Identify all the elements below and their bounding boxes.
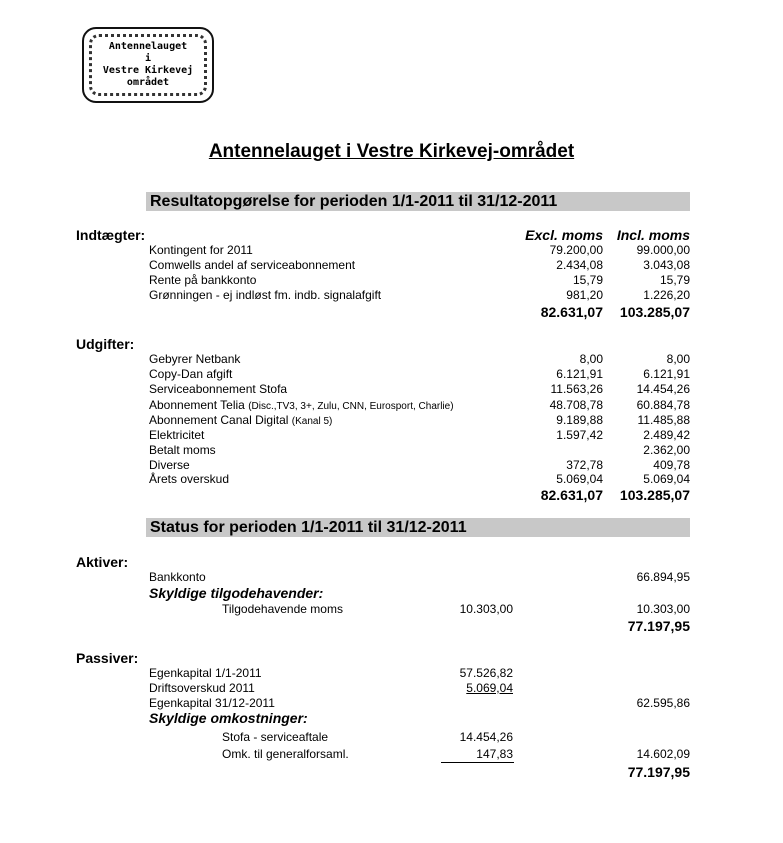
equity-start-label: Egenkapital 1/1-2011: [149, 666, 262, 680]
expense-row-label: Serviceabonnement Stofa: [149, 382, 288, 396]
expense-row-label: Gebyrer Netbank: [149, 352, 241, 366]
expense-row-excl: 372,78: [566, 458, 603, 472]
assets-label: Aktiver:: [76, 554, 129, 570]
income-row-label: Rente på bankkonto: [149, 273, 257, 287]
expense-row-incl: 6.121,91: [643, 367, 690, 381]
expense-row-incl: 5.069,04: [643, 472, 690, 486]
income-total-incl: 103.285,07: [619, 304, 690, 320]
logo-text-line: området: [126, 77, 170, 88]
receivables-heading: Skyldige tilgodehavender:: [149, 585, 324, 601]
sum-rule: [441, 762, 514, 763]
income-row-label: Grønningen - ej indløst fm. indb. signalafgift: [149, 288, 382, 302]
expense-row-incl: 2.362,00: [643, 443, 690, 457]
surplus-value: 5.069,04: [466, 681, 513, 695]
bank-value: 66.894,95: [636, 570, 690, 584]
income-total-excl: 82.631,07: [540, 304, 603, 320]
expense-row-excl: 1.597,42: [556, 428, 603, 442]
payables-value: 14.602,09: [636, 747, 690, 761]
expense-row-label: Abonnement Telia (Disc.,TV3, 3+, Zulu, CNN, Eurosport, Charlie): [149, 398, 454, 412]
assets-total: 77.197,95: [627, 618, 690, 634]
meeting-value: 147,83: [476, 747, 513, 761]
expense-row-label: Elektricitet: [149, 428, 205, 442]
column-excl-header: Excl. moms: [525, 227, 603, 243]
expense-row-label: Diverse: [149, 458, 190, 472]
equity-start-value: 57.526,82: [459, 666, 513, 680]
income-row-label: Comwells andel af serviceabonnement: [149, 258, 356, 272]
expense-row-note: (Disc.,TV3, 3+, Zulu, CNN, Eurosport, Charlie): [248, 401, 454, 412]
expense-row-incl: 60.884,78: [636, 398, 690, 412]
income-row-incl: 3.043,08: [643, 258, 690, 272]
expense-row-incl: 2.489,42: [643, 428, 690, 442]
vat-value: 10.303,00: [636, 602, 690, 616]
section-heading-status: Status for perioden 1/1-2011 til 31/12-2011: [146, 518, 690, 537]
expense-row-incl: 8,00: [666, 352, 690, 366]
logo: [82, 27, 214, 103]
equity-end-value: 62.595,86: [636, 696, 690, 710]
expense-row-label: Abonnement Canal Digital (Kanal 5): [149, 413, 333, 427]
income-label: Indtægter:: [76, 227, 146, 243]
logo-border: [89, 34, 207, 96]
liabilities-label: Passiver:: [76, 650, 139, 666]
expense-row-excl: 6.121,91: [556, 367, 603, 381]
income-row-excl: 2.434,08: [556, 258, 603, 272]
payables-heading: Skyldige omkostninger:: [149, 710, 308, 726]
expense-row-excl: 5.069,04: [556, 472, 603, 486]
section-heading-result: Resultatopgørelse for perioden 1/1-2011 til 31/12-2011: [146, 192, 690, 211]
expense-row-excl: 8,00: [579, 352, 603, 366]
expense-row-label: Betalt moms: [149, 443, 216, 457]
stofa-label: Stofa - serviceaftale: [222, 730, 329, 744]
expense-row-label: Copy-Dan afgift: [149, 367, 233, 381]
stofa-value: 14.454,26: [459, 730, 513, 744]
logo-text-line: i: [144, 53, 152, 64]
surplus-label: Driftsoverskud 2011: [149, 681, 255, 695]
expense-row-excl: 9.189,88: [556, 413, 603, 427]
equity-end-label: Egenkapital 31/12-2011: [149, 696, 275, 710]
vat-label: Tilgodehavende moms: [222, 602, 343, 616]
expense-row-excl: 11.563,26: [550, 382, 603, 396]
meeting-label: Omk. til generalforsaml.: [222, 747, 349, 761]
income-row-excl: 981,20: [566, 288, 603, 302]
logo-text-line: Vestre Kirkevej: [102, 65, 194, 76]
expenses-label: Udgifter:: [76, 336, 135, 352]
income-row-incl: 15,79: [659, 273, 690, 287]
income-row-incl: 1.226,20: [643, 288, 690, 302]
expense-row-label: Årets overskud: [149, 472, 230, 486]
income-row-label: Kontingent for 2011: [149, 243, 253, 257]
expense-total-incl: 103.285,07: [619, 487, 690, 503]
page-title: Antennelauget i Vestre Kirkevej-området: [208, 141, 575, 162]
expense-row-incl: 11.485,88: [637, 413, 690, 427]
income-row-excl: 15,79: [572, 273, 603, 287]
bank-label: Bankkonto: [149, 570, 206, 584]
income-row-excl: 79.200,00: [549, 243, 603, 257]
column-incl-header: Incl. moms: [616, 227, 690, 243]
expense-row-incl: 409,78: [653, 458, 690, 472]
expense-total-excl: 82.631,07: [540, 487, 603, 503]
income-row-incl: 99.000,00: [636, 243, 690, 257]
expense-row-incl: 14.454,26: [636, 382, 690, 396]
liabilities-total: 77.197,95: [627, 764, 690, 780]
vat-mid-value: 10.303,00: [459, 602, 513, 616]
expense-row-excl: 48.708,78: [549, 398, 603, 412]
expense-row-note: (Kanal 5): [291, 416, 333, 427]
logo-text-line: Antennelauget: [108, 41, 188, 52]
